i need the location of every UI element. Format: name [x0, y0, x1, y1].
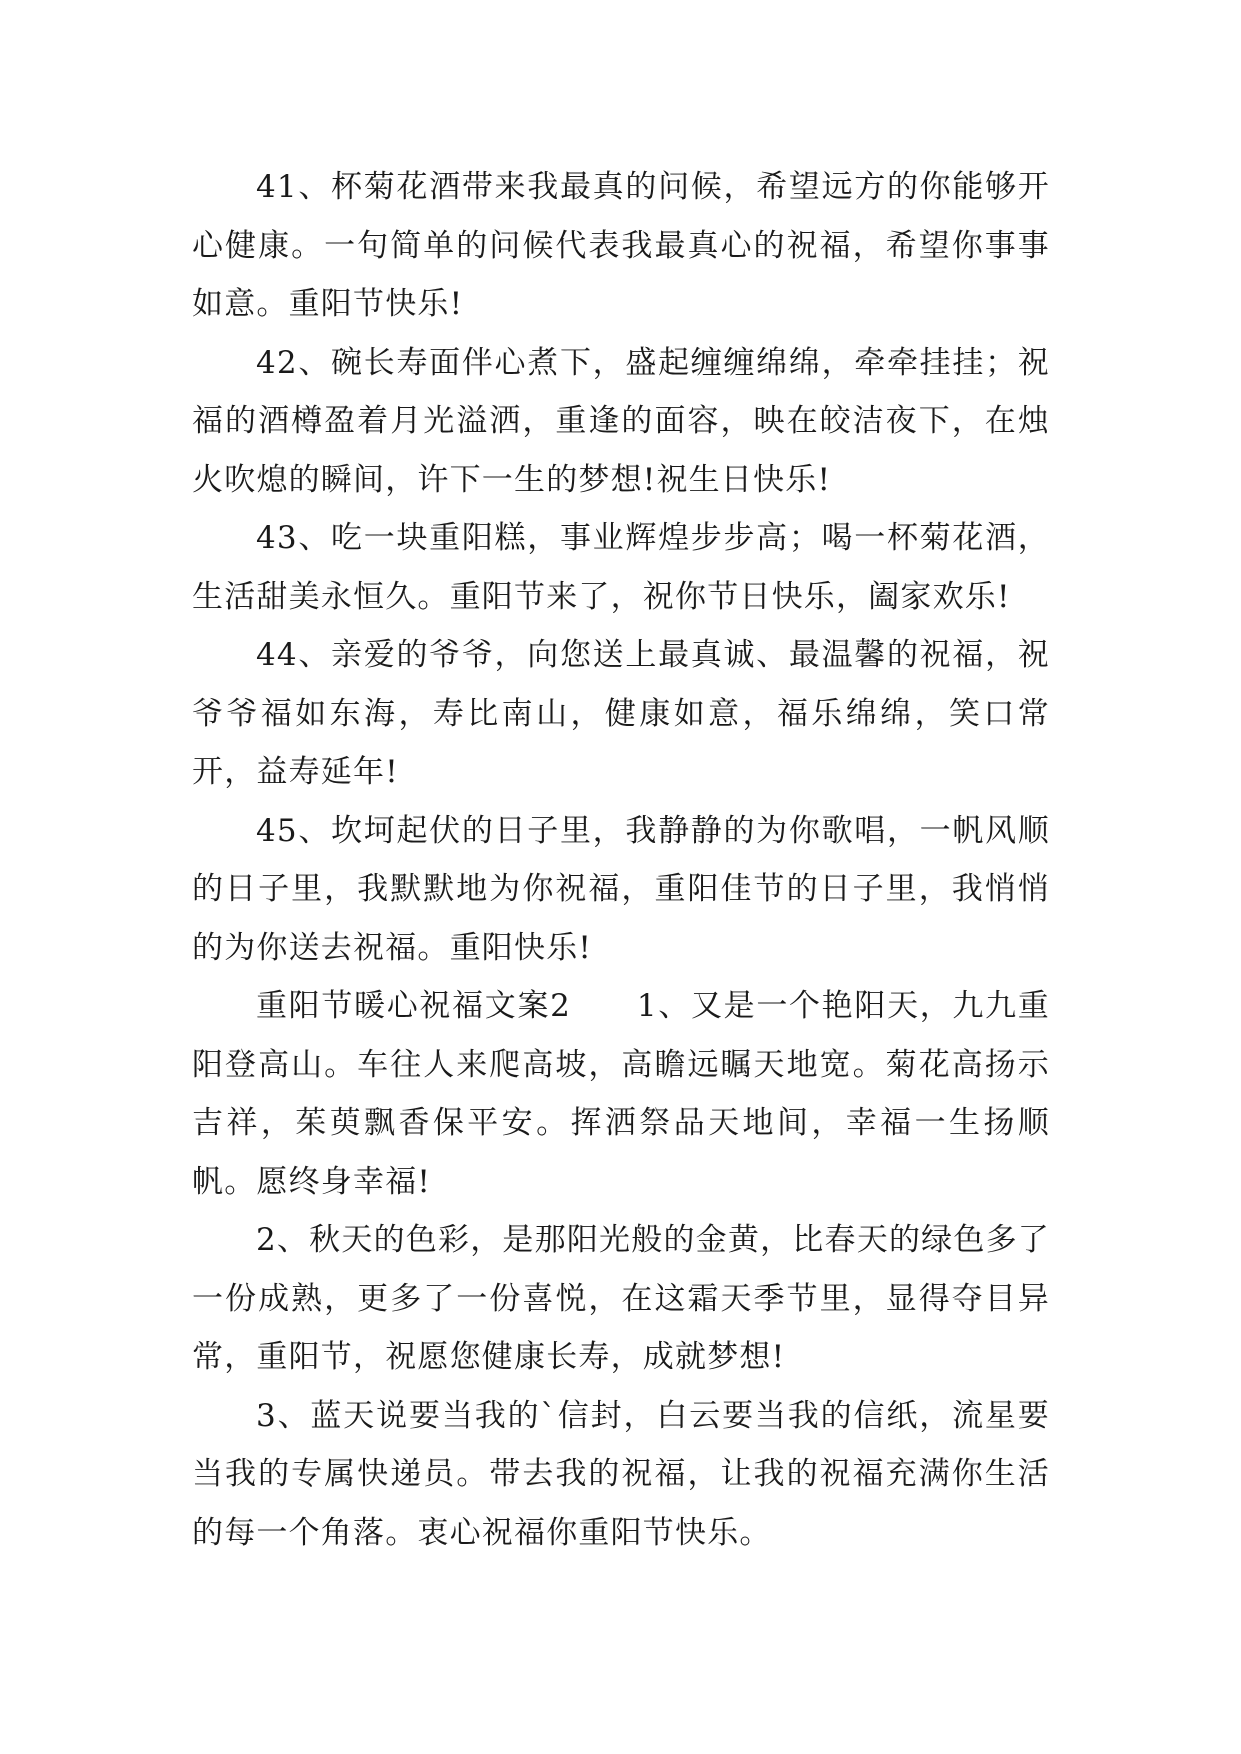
paragraph-44: 44、亲爱的爷爷，向您送上最真诚、最温馨的祝福，祝爷爷福如东海，寿比南山，健康如意，福乐绵绵，笑口常开，益寿延年!	[192, 637, 1050, 790]
section-2-paragraph-3: 3、蓝天说要当我的`信封，白云要当我的信纸，流星要当我的专属快递员。带去我的祝福，让我的祝福充满你生活的每一个角落。衷心祝福你重阳节快乐。	[192, 1397, 1050, 1551]
document-body	[192, 158, 1050, 1562]
paragraph-43: 43、吃一块重阳糕，事业辉煌步步高；喝一杯菊花酒，生活甜美永恒久。重阳节来了，祝你节日快乐，阖家欢乐!	[192, 520, 1050, 615]
paragraph-42: 42、碗长寿面伴心煮下，盛起缠缠绵绵，牵牵挂挂；祝福的酒樽盈着月光溢洒，重逢的面容，映在皎洁夜下，在烛火吹熄的瞬间，许下一生的梦想!祝生日快乐!	[192, 344, 1050, 498]
paragraph-41: 41、杯菊花酒带来我最真的问候，希望远方的你能够开心健康。一句简单的问候代表我最真心的祝福，希望你事事如意。重阳节快乐!	[192, 169, 1050, 322]
section-2-paragraph-2: 2、秋天的色彩，是那阳光般的金黄，比春天的绿色多了一份成熟，更多了一份喜悦，在这霜天季节里，显得夺目异常，重阳节，祝愿您健康长寿，成就梦想!	[192, 1222, 1050, 1375]
paragraph-45: 45、坎坷起伏的日子里，我静静的为你歌唱，一帆风顺的日子里，我默默地为你祝福，重阳佳节的日子里，我悄悄的为你送去祝福。重阳快乐!	[192, 812, 1050, 966]
section-2-paragraph-1: 重阳节暖心祝福文案2 1、又是一个艳阳天，九九重阳登高山。车往人来爬高坡，高瞻远瞩天地宽。菊花高扬示吉祥，茱萸飘香保平安。挥洒祭品天地间，幸福一生扬顺帆。愿终身幸福!	[192, 988, 1050, 1200]
